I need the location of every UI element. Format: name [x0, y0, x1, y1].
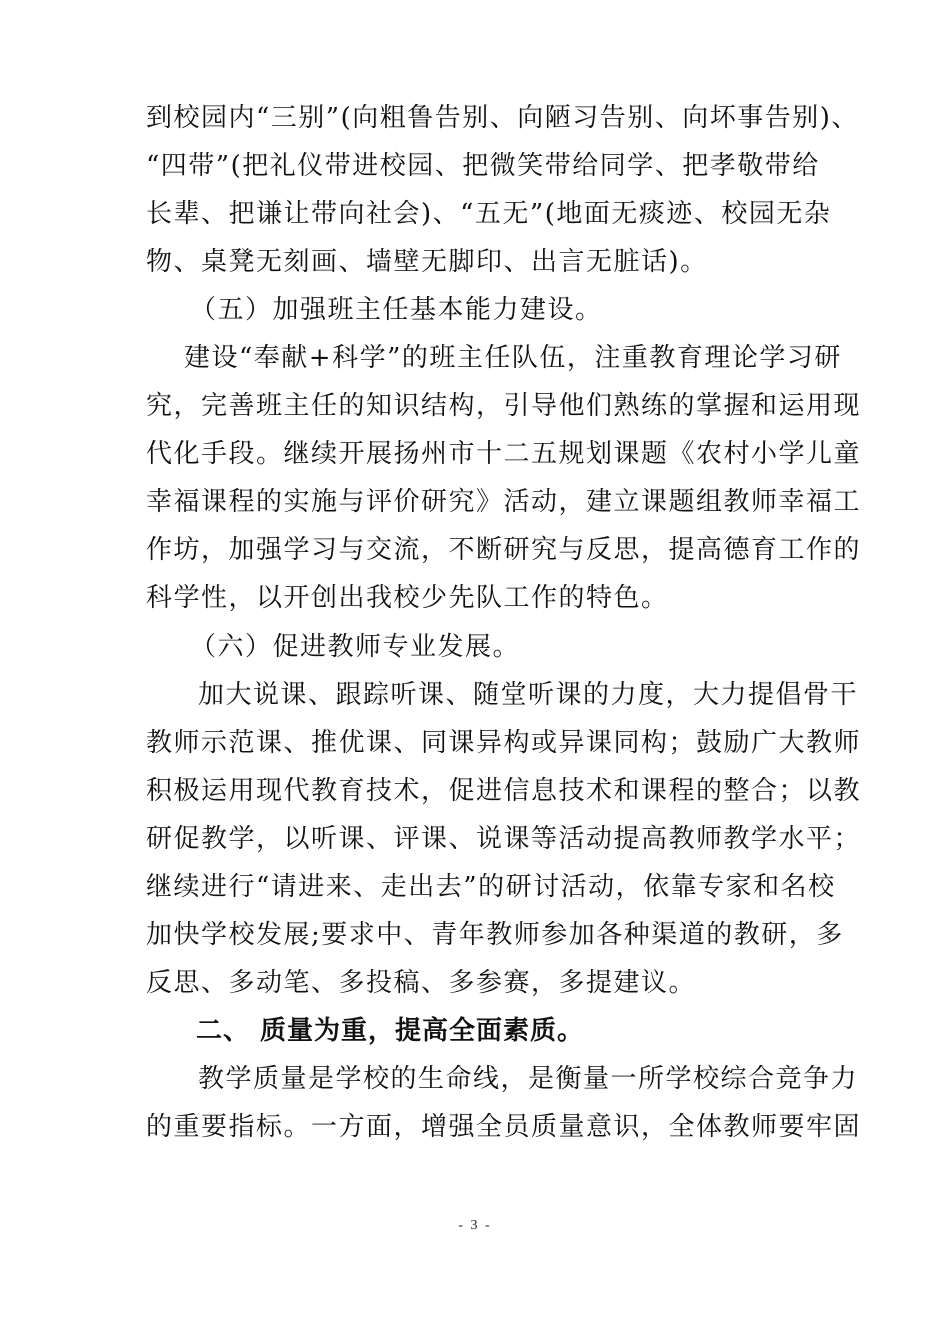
paragraph-first-line: 教学质量是学校的生命线，是衡量一所学校综合竞争力	[198, 1064, 859, 1094]
text-line: 长辈、把谦让带向社会)、“五无”(地面无痰迹、校园无杂	[146, 199, 832, 229]
text-line: 加快学校发展;要求中、青年教师参加各种渠道的教研，多	[146, 920, 844, 950]
text-line: 的重要指标。一方面，增强全员质量意识，全体教师要牢固	[146, 1112, 862, 1142]
paragraph-first-line: 建设“奉献+科学”的班主任队伍，注重教育理论学习研	[184, 343, 842, 373]
text-line: 科学性，以开创出我校少先队工作的特色。	[146, 583, 669, 613]
chapter-heading: 二、 质量为重，提高全面素质。	[196, 1016, 585, 1046]
section-heading: （六）促进教师专业发展。	[190, 632, 521, 662]
page-number: - 3 -	[458, 1218, 492, 1233]
text-line: 究，完善班主任的知识结构，引导他们熟练的掌握和运用现	[146, 391, 862, 421]
text-line: 教师示范课、推优课、同课异构或异课同构；鼓励广大教师	[146, 728, 862, 758]
section-heading: （五）加强班主任基本能力建设。	[190, 295, 603, 325]
paragraph-first-line: 加大说课、跟踪听课、随堂听课的力度，大力提倡骨干	[198, 680, 859, 710]
text-line: 幸福课程的实施与评价研究》活动，建立课题组教师幸福工	[146, 487, 862, 517]
text-line: “四带”(把礼仪带进校园、把微笑带给同学、把孝敬带给	[146, 151, 820, 181]
text-line: 物、桌凳无刻画、墙壁无脚印、出言无脏话)。	[146, 247, 708, 277]
text-line: 反思、多动笔、多投稿、多参赛，多提建议。	[146, 968, 697, 998]
text-line: 作坊，加强学习与交流，不断研究与反思，提高德育工作的	[146, 535, 862, 565]
text-line: 继续进行“请进来、走出去”的研讨活动，依靠专家和名校	[146, 872, 836, 902]
text-line: 积极运用现代教育技术，促进信息技术和课程的整合；以教	[146, 776, 862, 806]
text-line: 代化手段。继续开展扬州市十二五规划课题《农村小学儿童	[146, 439, 862, 469]
text-line: 到校园内“三别”(向粗鲁告别、向陋习告别、向坏事告别)、	[146, 103, 859, 133]
text-line: 研促教学，以听课、评课、说课等活动提高教师教学水平；	[146, 824, 862, 854]
